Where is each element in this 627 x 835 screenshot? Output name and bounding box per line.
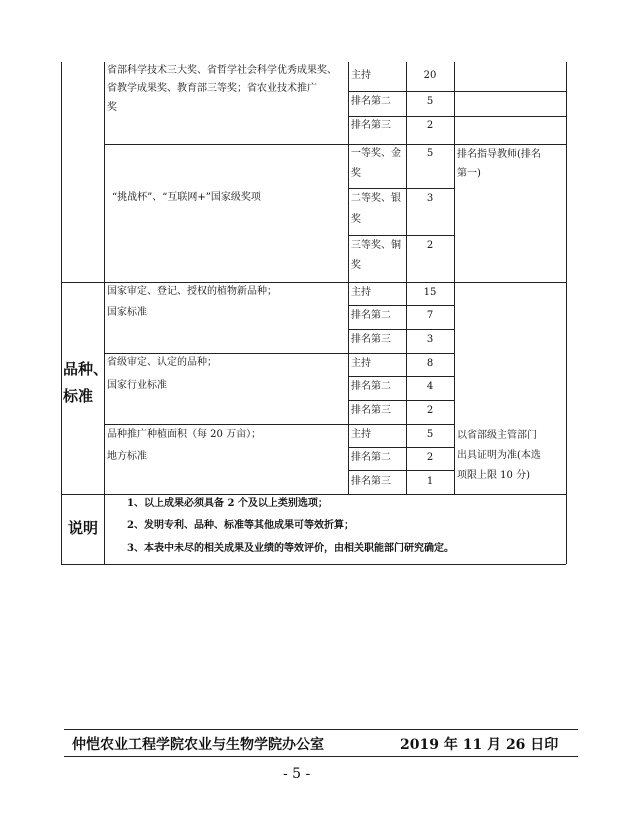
rank-label: 排名第二	[351, 381, 391, 392]
rank-label: 排名第三	[351, 120, 391, 131]
project-line: 国家标准	[107, 307, 147, 318]
score-value: 8	[426, 358, 434, 369]
rank-label: 排名第二	[351, 96, 391, 107]
notes-label: 说明	[68, 519, 99, 537]
score-value: 2	[426, 405, 434, 416]
rank-label: 排名第三	[351, 405, 391, 416]
rank-label: 主持	[351, 70, 371, 81]
rank-label: 排名第三	[351, 476, 391, 487]
footer-rule-top	[64, 729, 578, 730]
project-line: 地方标准	[107, 451, 147, 462]
variety-note: 以省部级主管部门	[457, 430, 537, 441]
project-line: 奖	[107, 102, 117, 113]
footer-office: 仲恺农业工程学院农业与生物学院办公室	[72, 737, 324, 753]
score-value: 7	[426, 310, 434, 321]
award-level: 三等奖、铜	[351, 240, 401, 251]
score-value: 3	[426, 193, 434, 204]
score-value: 4	[426, 381, 434, 392]
score-value: 5	[426, 148, 434, 159]
rank-label: 主持	[351, 358, 371, 369]
page-number: - 5 -	[283, 766, 311, 782]
challenge-cup-note: 第一)	[457, 168, 481, 179]
award-level: 二等奖、银	[351, 193, 401, 204]
rank-label: 排名第二	[351, 310, 391, 321]
project-line: 国家审定、登记、授权的植物新品种；	[107, 286, 277, 297]
score-value: 2	[426, 452, 434, 463]
score-value: 2	[426, 240, 434, 251]
score-value: 20	[423, 70, 437, 81]
rank-label: 排名第三	[351, 334, 391, 345]
score-value: 1	[426, 476, 434, 487]
rank-label: 主持	[351, 287, 371, 298]
category-label: 标准	[63, 387, 94, 405]
footer-date: 2019 年 11 月 26 日印	[400, 737, 559, 753]
score-value: 15	[423, 287, 437, 298]
rank-label: 主持	[351, 429, 371, 440]
note-line: 2、发明专利、品种、标准等其他成果可等效折算；	[127, 520, 354, 531]
category-label: 品种、	[63, 360, 109, 378]
project-line: 省部科学技术三大奖、省哲学社会科学优秀成果奖、	[107, 65, 337, 76]
challenge-cup-project: “挑战杯”、“互联网+”国家级奖项	[112, 192, 261, 203]
score-value: 2	[426, 120, 434, 131]
score-value: 5	[426, 429, 434, 440]
rank-label: 排名第二	[351, 452, 391, 463]
variety-note: 项限上限 10 分)	[457, 470, 530, 481]
award-level: 奖	[351, 168, 361, 179]
project-line: 省教学成果奖、教育部三等奖；省农业技术推广	[107, 83, 317, 94]
award-level: 奖	[351, 260, 361, 271]
score-value: 5	[426, 96, 434, 107]
project-line: 品种推广种植面积（每 20 万亩）；	[107, 429, 262, 440]
note-line: 3、本表中未尽的相关成果及业绩的等效评价，由相关职能部门研究确定。	[127, 543, 454, 554]
note-line: 1、以上成果必须具备 2 个及以上类别选项；	[127, 498, 328, 509]
challenge-cup-note: 排名指导教师(排名	[457, 149, 541, 160]
award-level: 奖	[351, 214, 361, 225]
footer-rule-bottom	[64, 756, 578, 757]
award-level: 一等奖、金	[351, 148, 401, 159]
variety-note: 出具证明为准(本选	[457, 450, 541, 461]
project-line: 国家行业标准	[107, 380, 167, 391]
score-value: 3	[426, 334, 434, 345]
project-line: 省级审定、认定的品种；	[107, 357, 217, 368]
